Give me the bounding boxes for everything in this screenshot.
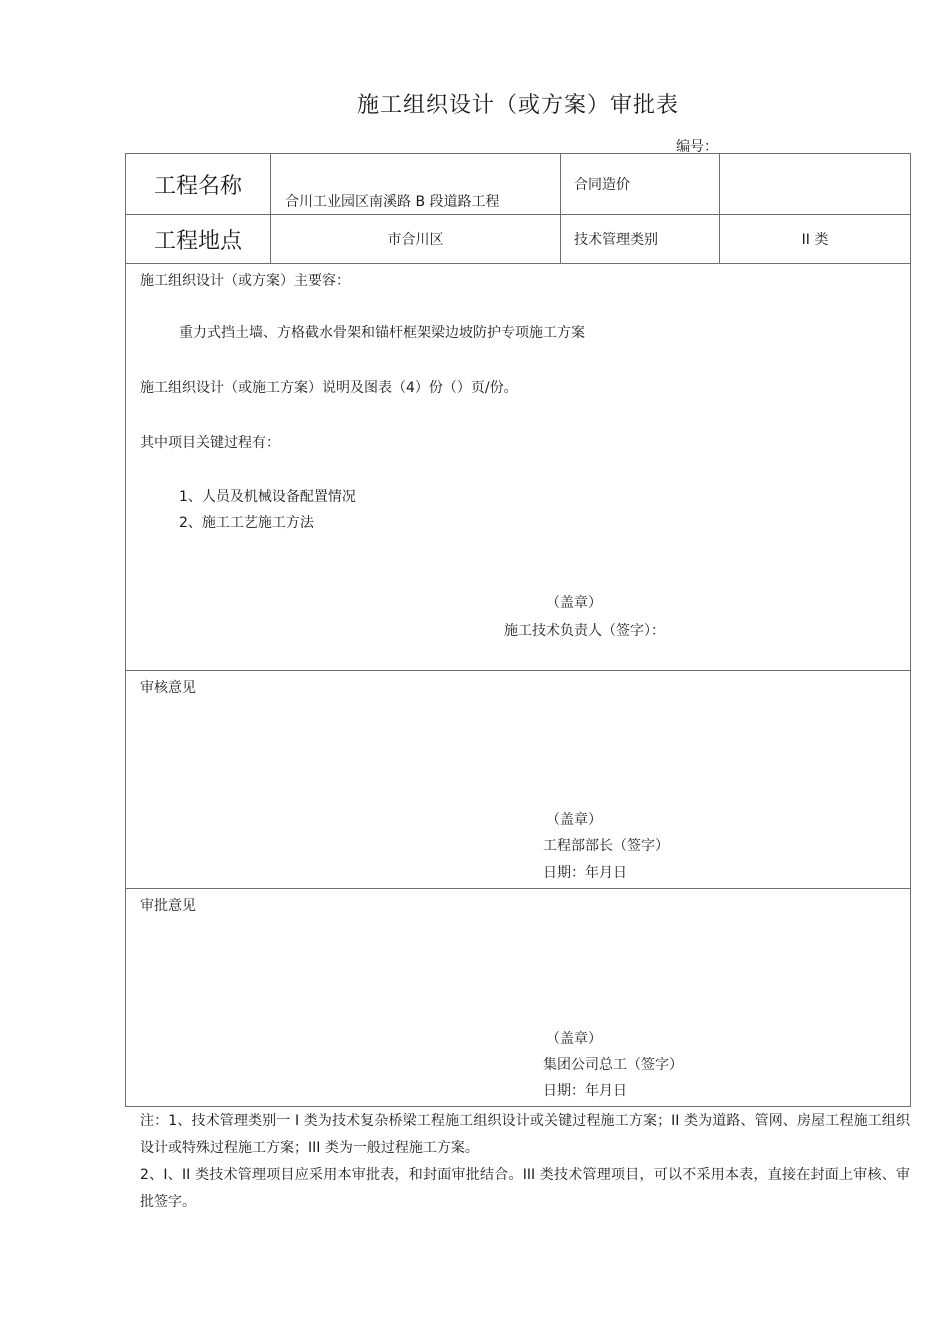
footnote-2: 2、I、II 类技术管理项目应采用本审批表，和封面审批结合。III 类技术管理项目，可以不采用本表，直接在封面上审核、审批签字。 [140,1167,910,1210]
key-process-label: 其中项目关键过程有： [140,435,280,451]
content-label: 施工组织设计（或方案）主要容： [140,273,350,289]
dept-head-signature[interactable]: 工程部部长（签字） [543,838,669,854]
location-label: 工程地点 [126,215,271,264]
approval-date[interactable]: 日期：年月日 [543,1083,627,1099]
content-row [126,264,911,671]
location-value[interactable]: 市合川区 [271,215,561,264]
contract-price-value[interactable] [720,154,911,215]
approval-row [126,889,911,1107]
form-title: 施工组织设计（或方案）审批表 [356,93,679,118]
chief-engineer-signature[interactable]: 集团公司总工（签字） [543,1057,683,1073]
seal-placeholder: （盖章） [546,595,602,611]
plan-title: 重力式挡土墙、方格截水骨架和锚杆框架梁边坡防护专项施工方案 [179,325,585,341]
tech-lead-signature[interactable]: 施工技术负责人（签字）： [504,623,665,639]
footnote-1: 注：1、技术管理类别一 I 类为技术复杂桥梁工程施工组织设计或关键过程施工方案；II 类为道路、管网、房屋工程施工组织设计或特殊过程施工方案；III 类为一般过程施工方案。 [140,1113,910,1156]
copies-line: 施工组织设计（或施工方案）说明及图表（4）份（）页/份。 [140,380,518,396]
approval-label: 审批意见 [140,898,196,914]
location-row [126,215,911,264]
project-name-row [126,154,911,215]
review-seal: （盖章） [546,812,602,828]
serial-number-label: 编号： [676,139,718,155]
key-process-item: 1、人员及机械设备配置情况 [179,489,356,505]
approval-section [126,889,911,1107]
review-label: 审核意见 [140,680,196,696]
content-section [126,264,911,671]
approval-seal: （盖章） [546,1031,602,1047]
key-process-item: 2、施工工艺施工方法 [179,515,314,531]
project-name-label: 工程名称 [126,154,271,215]
review-row [126,671,911,889]
tech-category-value[interactable]: II 类 [720,215,911,264]
approval-form-table [125,153,911,1107]
review-date[interactable]: 日期：年月日 [543,865,627,881]
contract-price-label: 合同造价 [561,154,720,215]
project-name-value[interactable]: 合川工业园区南溪路 B 段道路工程 [271,154,561,215]
review-section [126,671,911,889]
footnotes [140,1108,910,1216]
tech-category-label: 技术管理类别 [561,215,720,264]
